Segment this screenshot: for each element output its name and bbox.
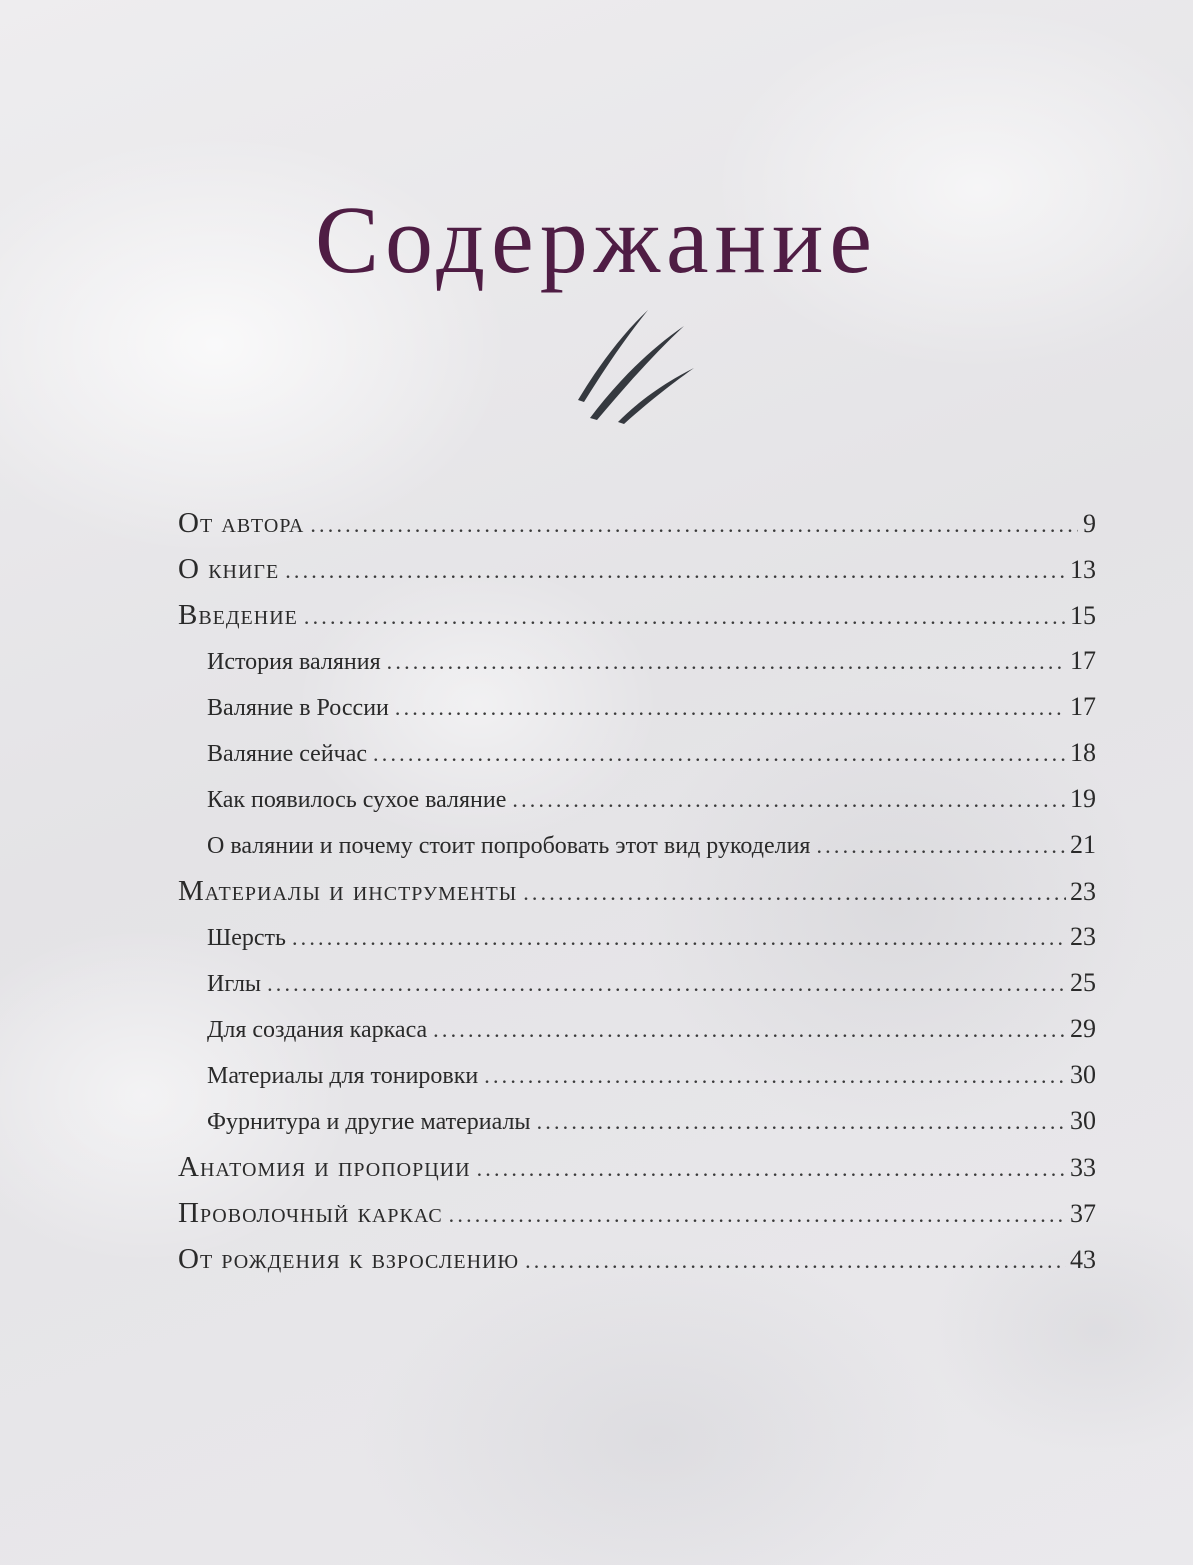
dot-leader: [292, 915, 1066, 961]
toc-page-number: 18: [1070, 738, 1096, 767]
toc-entry-title: История валяния: [207, 649, 381, 675]
toc-entry-title: Фурнитура и другие материалы: [207, 1109, 531, 1135]
toc-entry-title: Введение: [178, 599, 298, 631]
toc-entry-title: Материалы и инструменты: [178, 875, 518, 907]
toc-page-number: 25: [1070, 968, 1096, 997]
toc-entry-title: Валяние в России: [207, 695, 389, 721]
toc-page-number: 17: [1070, 692, 1096, 721]
toc-page-number: 9: [1083, 509, 1096, 538]
toc-section-entry[interactable]: [178, 822, 1096, 868]
toc-page-number: 15: [1070, 601, 1096, 630]
toc-section-entry[interactable]: [178, 776, 1096, 822]
dot-leader: [484, 1053, 1066, 1099]
toc-entry-title: Для создания каркаса: [207, 1017, 428, 1043]
dot-leader: [395, 685, 1066, 731]
toc-section-entry[interactable]: [178, 1006, 1096, 1052]
dot-leader: [304, 594, 1066, 640]
toc-entry-title: Иглы: [207, 971, 262, 997]
dot-leader: [310, 502, 1078, 548]
toc-chapter-entry[interactable]: [178, 868, 1096, 914]
toc-chapter-entry[interactable]: [178, 1236, 1096, 1282]
toc-chapter-entry[interactable]: [178, 500, 1096, 546]
toc-entry-title: Шерсть: [207, 925, 286, 951]
toc-entry-title: Валяние сейчас: [207, 741, 368, 767]
toc-section-entry[interactable]: [178, 638, 1096, 684]
toc-page-number: 30: [1070, 1060, 1096, 1089]
toc-entry-title: Анатомия и пропорции: [178, 1151, 471, 1183]
toc-page-number: 37: [1070, 1199, 1096, 1228]
toc-section-entry[interactable]: [178, 960, 1096, 1006]
dot-leader: [449, 1192, 1066, 1238]
claw-marks-icon: [572, 300, 702, 430]
dot-leader: [387, 639, 1066, 685]
toc-section-entry[interactable]: [178, 1052, 1096, 1098]
toc-entry-title: От автора: [178, 507, 305, 539]
toc-page-number: 29: [1070, 1014, 1096, 1043]
toc-page-number: 30: [1070, 1106, 1096, 1135]
toc-page-number: 23: [1070, 922, 1096, 951]
toc-page-number: 43: [1070, 1245, 1096, 1274]
toc-chapter-entry[interactable]: [178, 592, 1096, 638]
toc-section-entry[interactable]: [178, 1098, 1096, 1144]
toc-entry-title: О валянии и почему стоит попробовать этот вид рукоделия: [207, 833, 811, 859]
toc-page-number: 33: [1070, 1153, 1096, 1182]
dot-leader: [477, 1146, 1066, 1192]
toc-entry-title: Как появилось сухое валяние: [207, 787, 507, 813]
dot-leader: [512, 777, 1066, 823]
toc-page-number: 19: [1070, 784, 1096, 813]
toc-page-number: 23: [1070, 877, 1096, 906]
toc-entry-title: Проволочный каркас: [178, 1197, 443, 1229]
table-of-contents: [178, 500, 1096, 1282]
dot-leader: [525, 1238, 1066, 1284]
dot-leader: [537, 1099, 1066, 1145]
toc-page-number: 17: [1070, 646, 1096, 675]
toc-section-entry[interactable]: [178, 914, 1096, 960]
toc-page-number: 13: [1070, 555, 1096, 584]
toc-entry-title: О книге: [178, 553, 280, 585]
toc-section-entry[interactable]: [178, 730, 1096, 776]
toc-entry-title: От рождения к взрослению: [178, 1243, 520, 1275]
toc-page-number: 21: [1070, 830, 1096, 859]
page-title: Содержание: [314, 186, 878, 294]
toc-chapter-entry[interactable]: [178, 1144, 1096, 1190]
toc-chapter-entry[interactable]: [178, 1190, 1096, 1236]
toc-entry-title: Материалы для тонировки: [207, 1063, 479, 1089]
dot-leader: [285, 548, 1066, 594]
dot-leader: [523, 870, 1066, 916]
dot-leader: [816, 823, 1066, 869]
toc-chapter-entry[interactable]: [178, 546, 1096, 592]
dot-leader: [267, 961, 1066, 1007]
dot-leader: [433, 1007, 1066, 1053]
dot-leader: [373, 731, 1066, 777]
toc-section-entry[interactable]: [178, 684, 1096, 730]
